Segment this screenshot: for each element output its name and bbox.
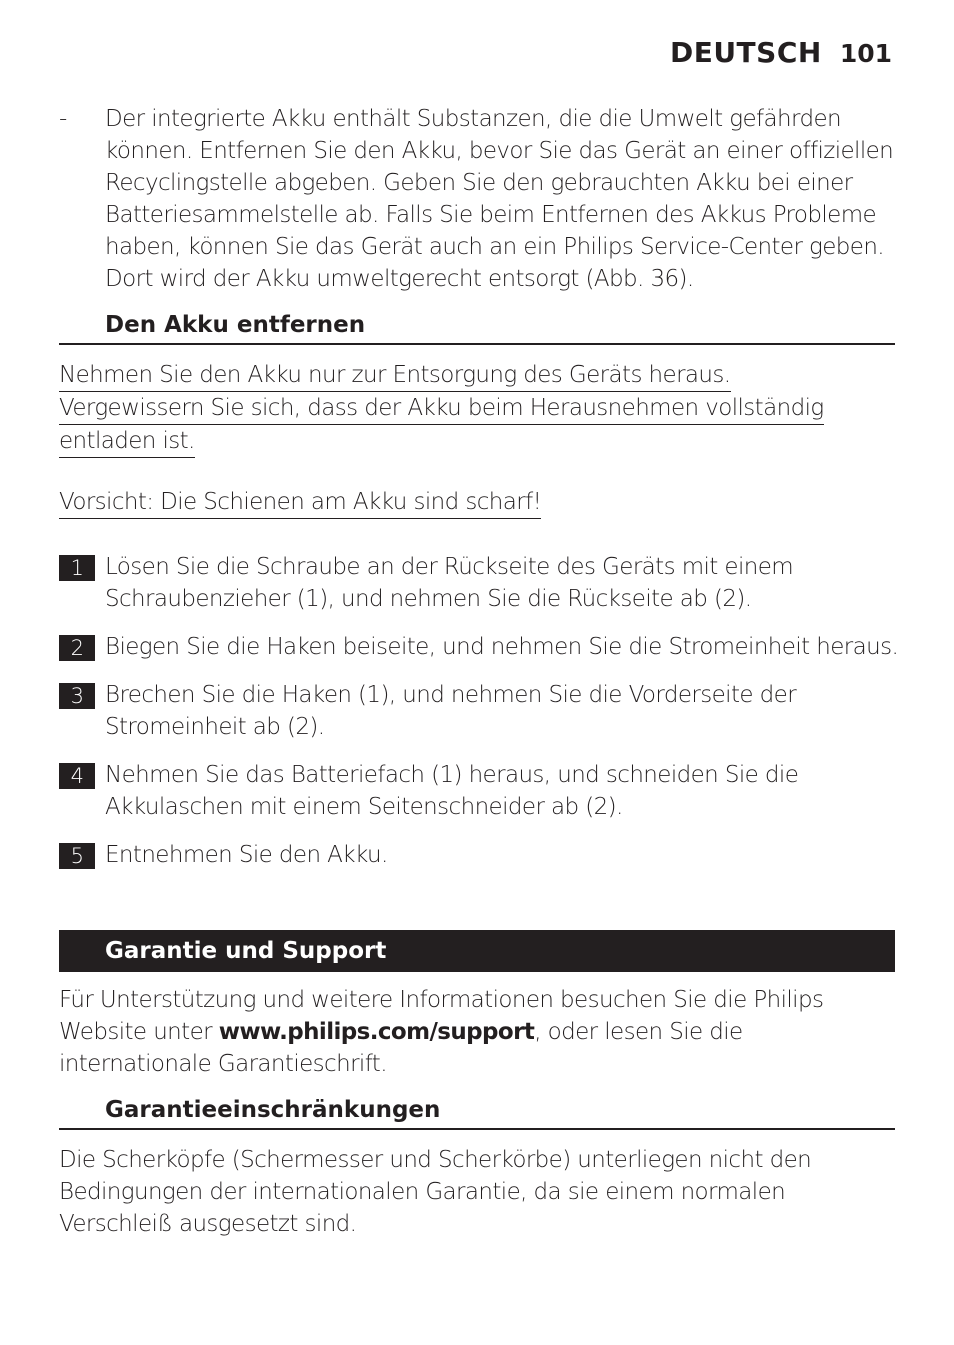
step-item <box>59 679 899 743</box>
steps-list <box>59 551 899 887</box>
support-text-before: Für Unterstützung und weitere Informationen besuchen Sie die Philips Website unter <box>59 987 824 1045</box>
step-number-badge: 3 <box>59 683 95 709</box>
section-heading-warranty-limits: Garantieeinschränkungen <box>59 1095 895 1130</box>
section-heading-remove-battery: Den Akku entfernen <box>59 310 895 345</box>
support-link[interactable]: www.philips.com/support <box>218 1019 535 1045</box>
step-text: Brechen Sie die Haken (1), und nehmen Sie die Vorderseite der Stromeinheit ab (2). <box>105 682 797 740</box>
support-paragraph <box>59 984 895 1080</box>
step-item <box>59 631 899 663</box>
step-number-badge: 1 <box>59 555 95 581</box>
bullet-dash: - <box>59 106 67 132</box>
page-number: 101 <box>839 39 892 68</box>
step-number-badge: 2 <box>59 635 95 661</box>
support-text-after: , oder lesen Sie die internationale Garantieschrift. <box>59 1019 743 1077</box>
warning-line-3: entladen ist. <box>59 426 195 458</box>
step-number-badge: 4 <box>59 763 95 789</box>
step-item <box>59 759 899 823</box>
warning-block <box>59 359 895 458</box>
page-header <box>670 36 892 69</box>
step-text: Nehmen Sie das Batteriefach (1) heraus, und schneiden Sie die Akkulaschen mit einem Seitenschneider ab (2). <box>105 762 799 820</box>
step-number-badge: 5 <box>59 843 95 869</box>
disposal-bullet <box>59 103 899 295</box>
bullet-text: Der integrierte Akku enthält Substanzen, die die Umwelt gefährden können. Entfernen Sie den Akku, bevor Sie das Gerät an einer offiziellen Recyclingstelle abgeben. Geben Sie den gebrauchten Akku bei einer Batteriesammelstelle ab. Falls Sie beim Entfernen des Akkus Probleme haben, können Sie das Gerät auch an ein Philips Service-Center geben. Dort wird der Akku umweltgerecht entsorgt (Abb. 36). <box>105 106 894 292</box>
section-banner-warranty-support: Garantie und Support <box>59 930 895 972</box>
caution-block <box>59 486 895 519</box>
step-item <box>59 551 899 615</box>
limits-paragraph: Die Scherköpfe (Schermesser und Scherkörbe) unterliegen nicht den Bedingungen der internationalen Garantie, da sie einem normalen Verschleiß ausgesetzt sind. <box>59 1147 812 1237</box>
warning-line-1: Nehmen Sie den Akku nur zur Entsorgung des Geräts heraus. <box>59 360 731 392</box>
warning-line-2: Vergewissern Sie sich, dass der Akku beim Herausnehmen vollständig <box>59 393 824 425</box>
step-text: Biegen Sie die Haken beiseite, und nehmen Sie die Stromeinheit heraus. <box>105 634 899 660</box>
step-text: Entnehmen Sie den Akku. <box>105 842 388 868</box>
step-text: Lösen Sie die Schraube an der Rückseite des Geräts mit einem Schraubenzieher (1), und nehmen Sie die Rückseite ab (2). <box>105 554 794 612</box>
step-item <box>59 839 899 871</box>
caution-text: Vorsicht: Die Schienen am Akku sind scharf! <box>59 487 541 519</box>
language-label: DEUTSCH <box>669 36 822 69</box>
